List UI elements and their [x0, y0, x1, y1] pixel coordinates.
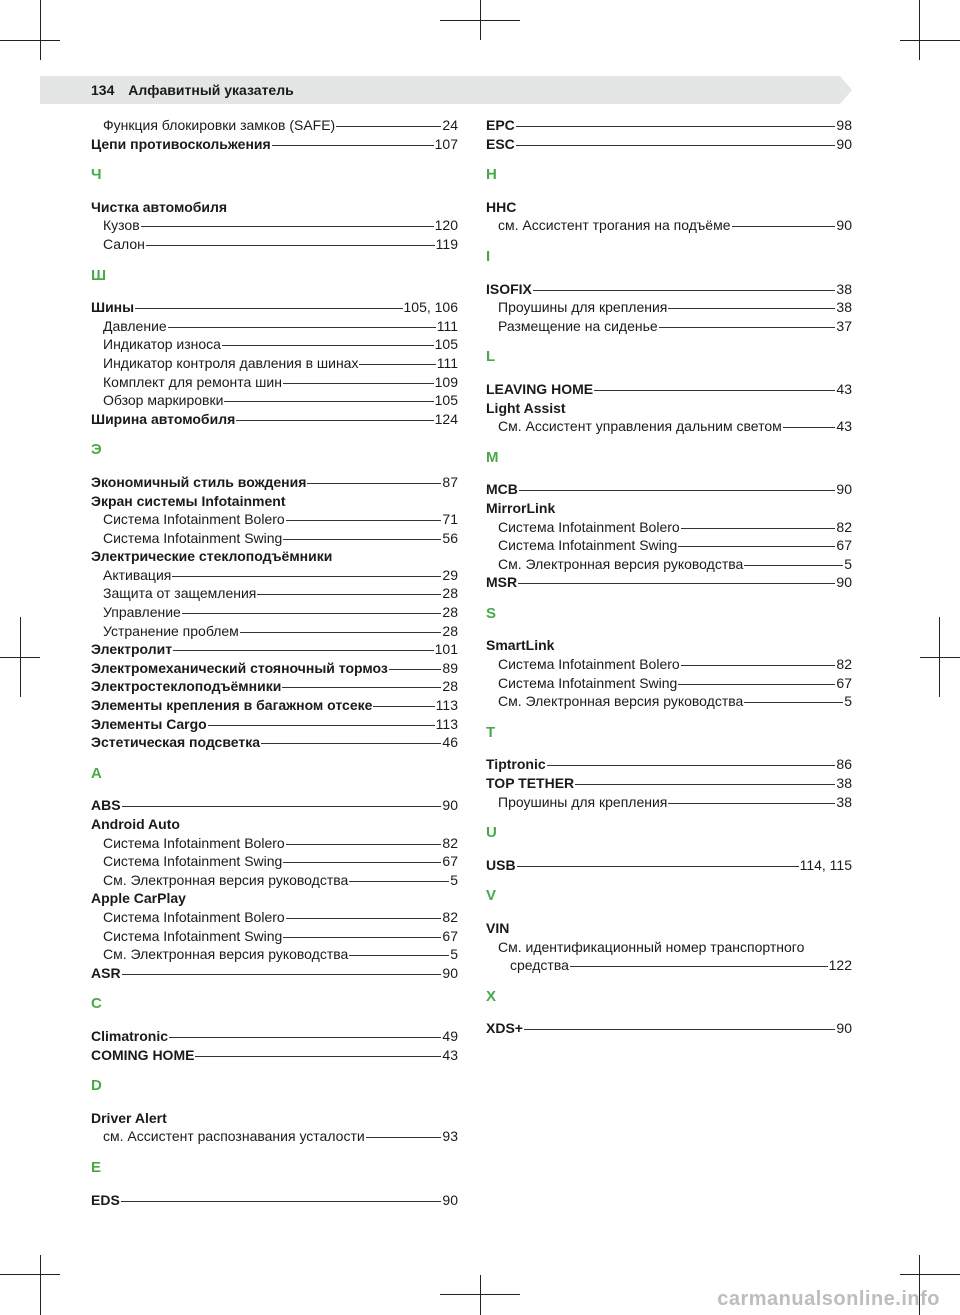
- index-entry[interactable]: [486, 555, 852, 574]
- dot-leader: [257, 594, 441, 595]
- dot-leader: [524, 1029, 835, 1030]
- index-entry-term: Элементы Cargo: [91, 715, 207, 732]
- index-entry-term: средства: [510, 957, 569, 974]
- dot-leader: [286, 520, 442, 521]
- header-arrow: [840, 76, 852, 104]
- index-entry-term: см. Ассистент трогания на подъёме: [498, 217, 731, 234]
- index-entry-pages: 28: [442, 622, 458, 639]
- index-entry[interactable]: [486, 298, 852, 317]
- index-entry-term: Чистка автомобиля: [91, 198, 228, 215]
- index-entry[interactable]: [486, 919, 852, 938]
- index-entry[interactable]: [91, 834, 458, 853]
- index-entry-term: Электролит: [91, 641, 173, 658]
- index-entry-term: См. Электронная версия руководства: [103, 871, 349, 888]
- index-entry-term: Обзор маркировки: [103, 392, 224, 409]
- index-entry-pages: 105: [434, 392, 458, 409]
- index-entry[interactable]: [91, 391, 458, 410]
- index-entry[interactable]: [486, 499, 852, 518]
- index-entry[interactable]: [91, 354, 458, 373]
- index-entry[interactable]: [91, 492, 458, 511]
- index-entry-term: COMING HOME: [91, 1046, 195, 1063]
- dot-leader: [146, 245, 435, 246]
- dot-leader: [224, 401, 433, 402]
- index-entry[interactable]: [486, 417, 852, 436]
- index-entry[interactable]: [486, 655, 852, 674]
- index-entry-term: Android Auto: [91, 816, 180, 832]
- dot-leader: [261, 743, 441, 744]
- index-entry-term: См. Ассистент управления дальним светом: [498, 418, 782, 435]
- index-entry-pages: 86: [836, 756, 852, 773]
- index-entry-term: Салон: [103, 235, 145, 252]
- index-entry-term: MCB: [486, 481, 518, 498]
- index-entry-term: TOP TETHER: [486, 775, 575, 792]
- dot-leader: [659, 327, 836, 328]
- index-entry-pages: 119: [435, 235, 458, 252]
- index-entry-term: Индикатор износа: [103, 336, 221, 353]
- crop-mark: [480, 1275, 481, 1315]
- index-entry[interactable]: [486, 674, 852, 693]
- dot-leader: [286, 918, 442, 919]
- index-entry-pages: 109: [434, 373, 458, 390]
- dot-leader: [681, 665, 836, 666]
- index-entry-term: MSR: [486, 574, 518, 591]
- dot-leader: [516, 145, 836, 146]
- crop-mark: [920, 657, 960, 658]
- dot-leader: [182, 613, 442, 614]
- index-column-right: [486, 116, 852, 1038]
- index-entry-pages: 28: [442, 585, 458, 602]
- index-entry[interactable]: [91, 566, 458, 585]
- dot-leader: [575, 784, 835, 785]
- dot-leader: [783, 427, 836, 428]
- index-entry-term: Проушины для крепления: [498, 299, 668, 316]
- dot-leader: [349, 955, 449, 956]
- dot-leader: [533, 290, 836, 291]
- index-letter-heading: H: [486, 166, 497, 184]
- index-entry-pages: 67: [442, 927, 458, 944]
- index-entry-term: Защита от защемления: [103, 585, 257, 602]
- index-entry[interactable]: [91, 235, 458, 254]
- index-entry[interactable]: [91, 1046, 458, 1065]
- index-entry[interactable]: [486, 518, 852, 537]
- dot-leader: [283, 539, 441, 540]
- index-entry[interactable]: [486, 755, 852, 774]
- dot-leader: [121, 1201, 442, 1202]
- index-entry[interactable]: [91, 216, 458, 235]
- index-entry-pages: 120: [434, 217, 458, 234]
- dot-leader: [732, 226, 836, 227]
- index-entry-term: Электростеклоподъёмники: [91, 678, 282, 695]
- index-entry-term: Система Infotainment Bolero: [498, 518, 680, 535]
- dot-leader: [283, 937, 441, 938]
- index-entry[interactable]: [91, 908, 458, 927]
- index-entry-pages: 111: [436, 354, 458, 371]
- index-entry-pages: 90: [442, 1191, 458, 1208]
- index-entry[interactable]: [91, 1127, 458, 1146]
- index-entry-term: Система Infotainment Swing: [498, 674, 678, 691]
- index-entry[interactable]: [91, 964, 458, 983]
- index-letter-heading: Ш: [91, 266, 107, 284]
- index-entry[interactable]: [91, 733, 458, 752]
- index-entry-term: SmartLink: [486, 637, 555, 654]
- index-entry[interactable]: [91, 815, 458, 834]
- index-entry-pages: 5: [844, 555, 852, 572]
- dot-leader: [336, 126, 441, 127]
- index-entry-pages: 89: [442, 659, 458, 676]
- index-entry[interactable]: [91, 198, 458, 217]
- index-entry-term: Light Assist: [486, 399, 566, 416]
- index-entry-term: Эстетическая подсветка: [91, 734, 261, 751]
- index-letter-heading: L: [486, 348, 496, 366]
- index-entry-term: См. Электронная версия руководства: [498, 693, 744, 710]
- crop-mark: [919, 0, 920, 60]
- index-entry-term: См. идентификационный номер транспортного: [498, 938, 805, 955]
- dot-leader: [678, 546, 835, 547]
- index-entry[interactable]: [91, 871, 458, 890]
- index-entry-term: Экран системы Infotainment: [91, 492, 286, 509]
- index-entry-pages: 67: [836, 674, 852, 691]
- index-entry-pages: 90: [836, 135, 852, 152]
- index-entry-term: Шины: [91, 299, 135, 316]
- index-entry[interactable]: [486, 216, 852, 235]
- dot-leader: [135, 308, 402, 309]
- index-entry-pages: 71: [442, 511, 458, 528]
- index-entry[interactable]: [486, 135, 852, 154]
- crop-mark: [440, 20, 520, 21]
- dot-leader: [172, 576, 441, 577]
- index-entry[interactable]: [486, 1019, 852, 1038]
- index-letter-heading: I: [486, 247, 491, 265]
- index-entry[interactable]: [486, 956, 852, 975]
- index-entry[interactable]: [91, 659, 458, 678]
- index-entry-term: См. Электронная версия руководства: [498, 555, 744, 572]
- index-entry[interactable]: [91, 640, 458, 659]
- index-entry-term: Экономичный стиль вождения: [91, 473, 307, 490]
- index-entry-pages: 24: [442, 117, 458, 133]
- index-entry-pages: 29: [442, 566, 458, 583]
- index-entry-pages: 90: [442, 964, 458, 981]
- index-letter-heading: D: [91, 1077, 102, 1095]
- index-entry-term: Активация: [103, 566, 172, 583]
- dot-leader: [122, 974, 442, 975]
- dot-leader: [173, 650, 434, 651]
- crop-mark: [939, 617, 940, 697]
- index-entry-term: VIN: [486, 920, 510, 936]
- index-entry-pages: 113: [435, 715, 458, 732]
- crop-mark: [900, 40, 960, 41]
- dot-leader: [169, 1037, 441, 1038]
- crop-mark: [440, 1294, 520, 1295]
- index-letter-heading: Ч: [91, 166, 102, 184]
- index-entry-pages: 56: [442, 529, 458, 546]
- index-entry-term: Цепи противоскольжения: [91, 135, 271, 152]
- index-entry-term: Система Infotainment Bolero: [498, 656, 680, 673]
- page-number: 134: [91, 82, 115, 98]
- index-entry-pages: 114, 115: [799, 856, 852, 873]
- index-entry-term: Кузов: [103, 217, 140, 234]
- index-entry-term: Система Infotainment Bolero: [103, 834, 285, 851]
- index-entry[interactable]: [486, 380, 852, 399]
- index-entry[interactable]: [486, 692, 852, 711]
- index-entry-term: Система Infotainment Bolero: [103, 511, 285, 528]
- index-entry-term: EPC: [486, 117, 515, 133]
- index-entry-term: Комплект для ремонта шин: [103, 373, 282, 390]
- index-entry-pages: 124: [434, 410, 458, 427]
- index-entry-term: Apple CarPlay: [91, 890, 186, 907]
- index-entry[interactable]: [486, 938, 852, 957]
- dot-leader: [517, 866, 799, 867]
- index-entry-pages: 90: [836, 217, 852, 234]
- index-letter-heading: X: [486, 987, 497, 1005]
- dot-leader: [307, 483, 441, 484]
- index-entry-pages: 107: [434, 135, 458, 152]
- index-letter-heading: U: [486, 824, 497, 842]
- index-entry-pages: 37: [836, 317, 852, 334]
- index-entry[interactable]: [91, 1109, 458, 1128]
- watermark: carmanualsonline.info: [717, 1288, 940, 1310]
- dot-leader: [195, 1056, 441, 1057]
- index-entry-pages: 82: [836, 656, 852, 673]
- index-entry-pages: 90: [442, 797, 458, 814]
- index-entry-pages: 90: [836, 481, 852, 498]
- index-entry-pages: 105: [434, 336, 458, 353]
- index-entry[interactable]: [486, 280, 852, 299]
- dot-leader: [519, 490, 836, 491]
- index-entry-term: См. Электронная версия руководства: [103, 946, 349, 963]
- dot-leader: [283, 383, 434, 384]
- index-entry-term: Система Infotainment Swing: [103, 853, 283, 870]
- dot-leader: [668, 803, 835, 804]
- index-entry-pages: 90: [836, 1020, 852, 1037]
- index-entry-term: Давление: [103, 317, 167, 334]
- index-entry[interactable]: [486, 317, 852, 336]
- index-entry-pages: 38: [836, 775, 852, 792]
- index-entry-pages: 5: [844, 693, 852, 710]
- index-entry-pages: 98: [836, 117, 852, 133]
- crop-mark: [0, 1274, 60, 1275]
- index-entry-term: Tiptronic: [486, 756, 546, 773]
- index-entry-pages: 82: [442, 834, 458, 851]
- index-entry-pages: 82: [442, 908, 458, 925]
- index-entry-pages: 113: [435, 697, 458, 714]
- index-entry[interactable]: [91, 298, 458, 317]
- index-entry-pages: 111: [436, 317, 458, 334]
- index-entry[interactable]: [486, 480, 852, 499]
- index-entry-term: Climatronic: [91, 1027, 169, 1044]
- dot-leader: [283, 862, 441, 863]
- dot-leader: [547, 765, 836, 766]
- index-entry-term: Система Infotainment Swing: [498, 537, 678, 554]
- index-letter-heading: T: [486, 723, 496, 741]
- index-entry[interactable]: [486, 573, 852, 592]
- dot-leader: [349, 881, 449, 882]
- index-entry[interactable]: [486, 536, 852, 555]
- index-entry-term: Устранение проблем: [103, 622, 239, 639]
- index-entry[interactable]: [91, 889, 458, 908]
- index-entry-term: Электромеханический стояночный тормоз: [91, 659, 388, 676]
- index-entry[interactable]: [91, 529, 458, 548]
- index-entry[interactable]: [91, 677, 458, 696]
- index-entry-term: ISOFIX: [486, 280, 532, 297]
- index-entry[interactable]: [91, 547, 458, 566]
- index-entry[interactable]: [91, 373, 458, 392]
- index-entry-term: Функция блокировки замков (SAFE): [103, 117, 336, 133]
- index-entry-pages: 28: [442, 604, 458, 621]
- dot-leader: [366, 1137, 442, 1138]
- index-entry-pages: 67: [836, 537, 852, 554]
- index-entry[interactable]: [486, 856, 852, 875]
- index-entry-pages: 87: [442, 473, 458, 490]
- page-header: [91, 80, 294, 100]
- dot-leader: [744, 702, 843, 703]
- index-entry[interactable]: [486, 198, 852, 217]
- index-entry-term: USB: [486, 856, 516, 873]
- page-title: Алфавитный указатель: [128, 82, 294, 98]
- dot-leader: [272, 145, 434, 146]
- dot-leader: [518, 583, 835, 584]
- dot-leader: [594, 390, 835, 391]
- index-entry-term: XDS+: [486, 1020, 523, 1037]
- index-entry-term: Система Infotainment Swing: [103, 927, 283, 944]
- index-letter-heading: Э: [91, 441, 102, 459]
- index-entry-pages: 43: [836, 418, 852, 435]
- index-entry-term: см. Ассистент распознавания усталости: [103, 1128, 365, 1145]
- index-letter-heading: S: [486, 604, 497, 622]
- dot-leader: [168, 327, 436, 328]
- dot-leader: [122, 806, 442, 807]
- index-entry[interactable]: [91, 927, 458, 946]
- index-entry[interactable]: [91, 410, 458, 429]
- index-entry-pages: 122: [828, 957, 852, 974]
- dot-leader: [141, 226, 434, 227]
- dot-leader: [240, 632, 442, 633]
- crop-mark: [900, 1274, 960, 1275]
- index-entry-term: EDS: [91, 1191, 120, 1208]
- index-entry-term: HHC: [486, 198, 517, 215]
- dot-leader: [373, 706, 434, 707]
- index-entry-term: LEAVING HOME: [486, 380, 594, 397]
- index-entry-term: Управление: [103, 604, 181, 621]
- index-column-left: [91, 116, 458, 1209]
- dot-leader: [282, 687, 441, 688]
- index-entry-pages: 28: [442, 678, 458, 695]
- dot-leader: [208, 725, 435, 726]
- index-entry[interactable]: [486, 774, 852, 793]
- index-entry-pages: 67: [442, 853, 458, 870]
- index-entry-pages: 101: [434, 641, 458, 658]
- index-entry-pages: 5: [450, 946, 458, 963]
- index-entry[interactable]: [91, 945, 458, 964]
- dot-leader: [681, 528, 836, 529]
- dot-leader: [389, 669, 442, 670]
- index-entry-term: Электрические стеклоподъёмники: [91, 548, 333, 565]
- index-entry-pages: 38: [836, 299, 852, 316]
- index-entry[interactable]: [91, 584, 458, 603]
- index-entry-term: Система Infotainment Swing: [103, 529, 283, 546]
- crop-mark: [40, 0, 41, 60]
- dot-leader: [222, 345, 434, 346]
- index-entry[interactable]: [91, 796, 458, 815]
- index-entry[interactable]: [91, 715, 458, 734]
- index-entry-pages: 43: [836, 380, 852, 397]
- index-entry-term: Проушины для крепления: [498, 793, 668, 810]
- dot-leader: [286, 844, 442, 845]
- index-entry-pages: 93: [442, 1128, 458, 1145]
- dot-leader: [359, 364, 435, 365]
- index-entry-term: Ширина автомобиля: [91, 410, 236, 427]
- index-entry-pages: 46: [442, 734, 458, 751]
- index-entry-term: Индикатор контроля давления в шинах: [103, 354, 359, 371]
- index-entry-pages: 49: [442, 1027, 458, 1044]
- index-entry-term: ESC: [486, 135, 515, 152]
- index-entry[interactable]: [91, 696, 458, 715]
- dot-leader: [570, 966, 828, 967]
- index-entry-term: Driver Alert: [91, 1109, 167, 1126]
- index-entry[interactable]: [91, 603, 458, 622]
- index-entry[interactable]: [91, 317, 458, 336]
- crop-mark: [20, 617, 21, 697]
- crop-mark: [40, 1255, 41, 1315]
- index-entry-term: ABS: [91, 797, 121, 814]
- index-entry[interactable]: [91, 1027, 458, 1046]
- index-entry-pages: 38: [836, 793, 852, 810]
- index-entry-pages: 5: [450, 871, 458, 888]
- index-entry-pages: 90: [836, 574, 852, 591]
- index-entry[interactable]: [91, 852, 458, 871]
- index-entry[interactable]: [91, 510, 458, 529]
- dot-leader: [516, 126, 836, 127]
- index-entry[interactable]: [91, 622, 458, 641]
- index-entry[interactable]: [91, 473, 458, 492]
- index-entry[interactable]: [91, 116, 458, 135]
- index-letter-heading: A: [91, 764, 102, 782]
- index-entry[interactable]: [486, 793, 852, 812]
- index-entry[interactable]: [91, 135, 458, 154]
- index-letter-heading: E: [91, 1158, 102, 1176]
- index-entry-term: ASR: [91, 964, 121, 981]
- index-entry[interactable]: [91, 335, 458, 354]
- dot-leader: [678, 684, 835, 685]
- index-entry-term: MirrorLink: [486, 499, 556, 516]
- crop-mark: [0, 40, 60, 41]
- index-entry-term: Элементы крепления в багажном отсеке: [91, 697, 373, 714]
- index-entry-pages: 43: [442, 1046, 458, 1063]
- dot-leader: [744, 565, 843, 566]
- index-entry-pages: 38: [836, 280, 852, 297]
- index-letter-heading: M: [486, 448, 499, 466]
- index-entry-pages: 105, 106: [403, 299, 458, 316]
- index-entry[interactable]: [486, 116, 852, 135]
- index-entry[interactable]: [91, 1191, 458, 1210]
- index-entry-term: Размещение на сиденье: [498, 317, 658, 334]
- dot-leader: [668, 308, 835, 309]
- dot-leader: [236, 420, 433, 421]
- index-entry[interactable]: [486, 399, 852, 418]
- index-entry[interactable]: [486, 636, 852, 655]
- index-letter-heading: V: [486, 887, 497, 905]
- index-entry-term: Система Infotainment Bolero: [103, 908, 285, 925]
- index-entry-pages: 82: [836, 518, 852, 535]
- index-letter-heading: C: [91, 995, 102, 1013]
